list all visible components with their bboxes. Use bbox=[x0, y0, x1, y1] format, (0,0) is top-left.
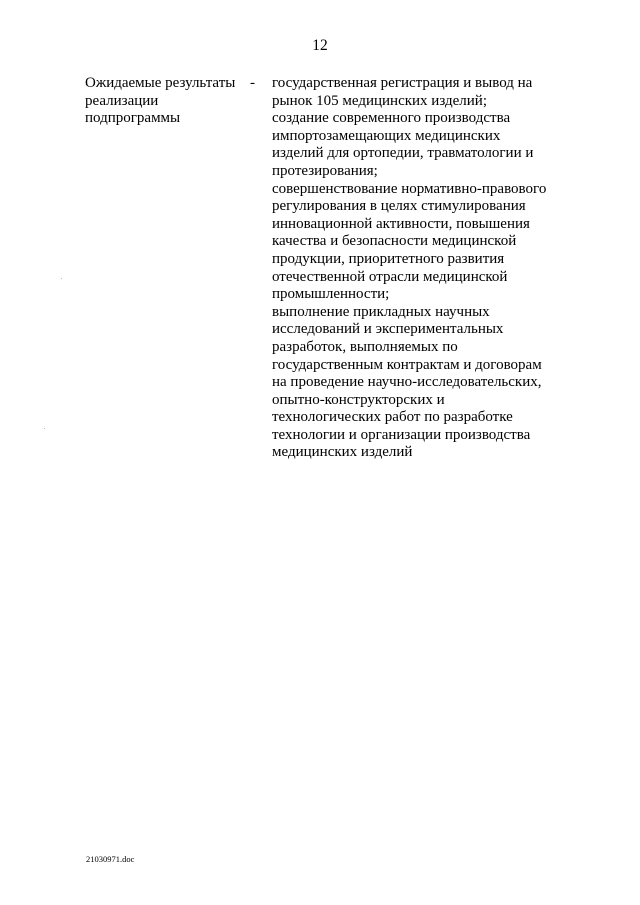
text-line: отечественной отрасли медицинской bbox=[272, 268, 508, 285]
separator-dash: - bbox=[250, 75, 255, 91]
text-line: протезирования; bbox=[272, 162, 378, 179]
text-line: технологии и организации производства bbox=[272, 426, 531, 443]
text-line: качества и безопасности медицинской bbox=[272, 233, 517, 250]
expected-results-label bbox=[85, 75, 250, 128]
text-line: на проведение научно-исследовательских, bbox=[272, 374, 542, 391]
text-line: совершенствование нормативно-правового bbox=[272, 180, 547, 197]
label-line: подпрограммы bbox=[85, 110, 181, 127]
text-line: выполнение прикладных научных bbox=[272, 303, 490, 320]
label-line: реализации bbox=[85, 92, 159, 109]
text-line: промышленности; bbox=[272, 286, 390, 303]
scan-speck bbox=[61, 278, 62, 279]
text-line: импортозамещающих медицинских bbox=[272, 127, 501, 144]
text-line: государственная регистрация и вывод на bbox=[272, 75, 533, 91]
label-line: Ожидаемые результаты bbox=[85, 75, 236, 91]
text-line: инновационной активности, повышения bbox=[272, 215, 530, 232]
text-line: технологических работ по разработке bbox=[272, 409, 513, 426]
document-filename: 21030971.doc bbox=[86, 854, 135, 864]
page-number: 12 bbox=[312, 37, 328, 54]
text-line: рынок 105 медицинских изделий; bbox=[272, 92, 487, 109]
text-line: создание современного производства bbox=[272, 110, 511, 127]
scan-speck bbox=[44, 428, 45, 429]
text-line: исследований и экспериментальных bbox=[272, 321, 504, 338]
text-line: государственным контрактам и договорам bbox=[272, 356, 542, 373]
text-line: регулирования в целях стимулирования bbox=[272, 198, 526, 215]
text-line: разработок, выполняемых по bbox=[272, 338, 458, 355]
text-line: продукции, приоритетного развития bbox=[272, 250, 505, 267]
text-line: медицинских изделий bbox=[272, 444, 413, 461]
text-line: изделий для ортопедии, травматологии и bbox=[272, 145, 534, 162]
expected-results-text bbox=[272, 75, 572, 462]
text-line: опытно-конструкторских и bbox=[272, 391, 445, 408]
